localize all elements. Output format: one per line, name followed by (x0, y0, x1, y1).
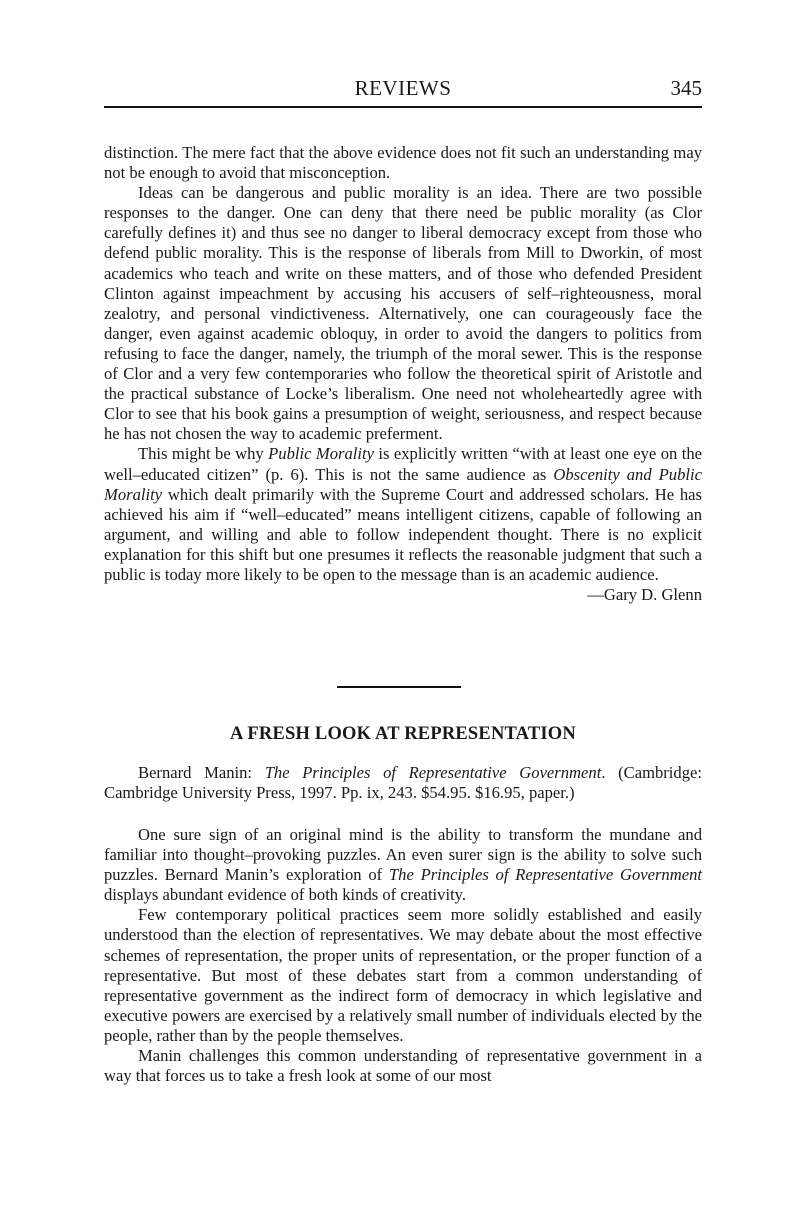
text-run: which dealt primarily with the Supreme Court and addressed scholars. He has achieved his aim if “well–educated” means intelligent citizens, capable of following an argument, and willing and able to follow independent thought. There is no explicit explanation for this shift but one presumes it reflects the reasonable judgment that such a public is today more likely to be open to the message than is an academic audience. (104, 484, 702, 584)
text-run: Manin challenges this common understanding of representative government in a way that forces us to take a fresh look at some of our most (104, 1046, 702, 1086)
text-run: This might be why (138, 444, 269, 464)
text-run: displays abundant evidence of both kinds of creativity. (104, 885, 467, 905)
citation (104, 763, 702, 803)
text-run: Ideas can be dangerous and public morality is an idea. There are two possible responses to the danger. One can deny that there need be public morality (as Clor carefully defines it) and thus see no danger to liberal democracy except from those who defend public morality. This is the response of liberals from Mill to Dworkin, of most academics who teach and write on these matters, and of those who defended President Clinton against impeachment by accusing his accusers of self–righteousness, moral zealotry, and personal vindictiveness. Alternatively, one can courageously face the danger, even against academic obloquy, in order to avoid the dangers to politics from refusing to face the danger, namely, the triumph of the moral sewer. This is the response of Clor and a very few contemporaries who follow the theoretical spirit of Aristotle and the practical substance of Locke’s liberalism. One need not wholeheartedly agree with Clor to see that his book gains a presumption of weight, seriousness, and respect because he has not chosen the way to academic preferment. (104, 183, 702, 444)
book-citation (104, 763, 702, 803)
text-run: is explicitly written “with at least one eye on the well–educated citizen” (p. 6). This is not the same audience as (104, 444, 702, 484)
page-header (104, 74, 702, 104)
citation-publication: . (Cambridge: Cambridge University Press, 1997. Pp. ix, 243. $54.95. $16.95, paper.) (104, 763, 702, 803)
review-two-body (104, 825, 702, 1086)
italic-title: Obscenity and Public Morality (104, 464, 702, 504)
reviewer-signature: —Gary D. Glenn (587, 585, 702, 605)
review-title: A FRESH LOOK AT REPRESENTATION (230, 724, 576, 744)
italic-title: Public Morality (268, 444, 374, 464)
paragraph (104, 1046, 702, 1086)
text-run: Few contemporary political practices seem more solidly established and easily understood than the election of representatives. We may debate about the most effective schemes of representation, the proper units of representation, or the proper function of a representative. But most of these debates start from a common understanding of representative government as the indirect form of democracy in which legislative and executive powers are exercised by a relatively small number of individuals elected by the people, rather than by the people themselves. (104, 905, 702, 1045)
citation-book-title: The Principles of Representative Government (264, 763, 602, 782)
paragraph (104, 444, 702, 585)
page-number: 345 (670, 76, 702, 100)
paragraph (104, 183, 702, 444)
review-one-body (104, 143, 702, 605)
running-head: REVIEWS (354, 76, 452, 100)
paragraph (104, 905, 702, 1046)
text-run: One sure sign of an original mind is the ability to transform the mundane and familiar into thought–provoking puzzles. An even surer sign is the ability to solve such puzzles. Bernard Manin’s exploration of (104, 825, 702, 885)
italic-title: The Principles of Representative Government (388, 865, 702, 885)
citation-author: Bernard Manin: (138, 763, 265, 782)
header-rule (104, 106, 702, 108)
paragraph (104, 825, 702, 905)
section-divider (337, 686, 461, 688)
paragraph (104, 143, 702, 183)
text-run: distinction. The mere fact that the above evidence does not fit such an understanding may not be enough to avoid that misconception. (104, 143, 702, 183)
